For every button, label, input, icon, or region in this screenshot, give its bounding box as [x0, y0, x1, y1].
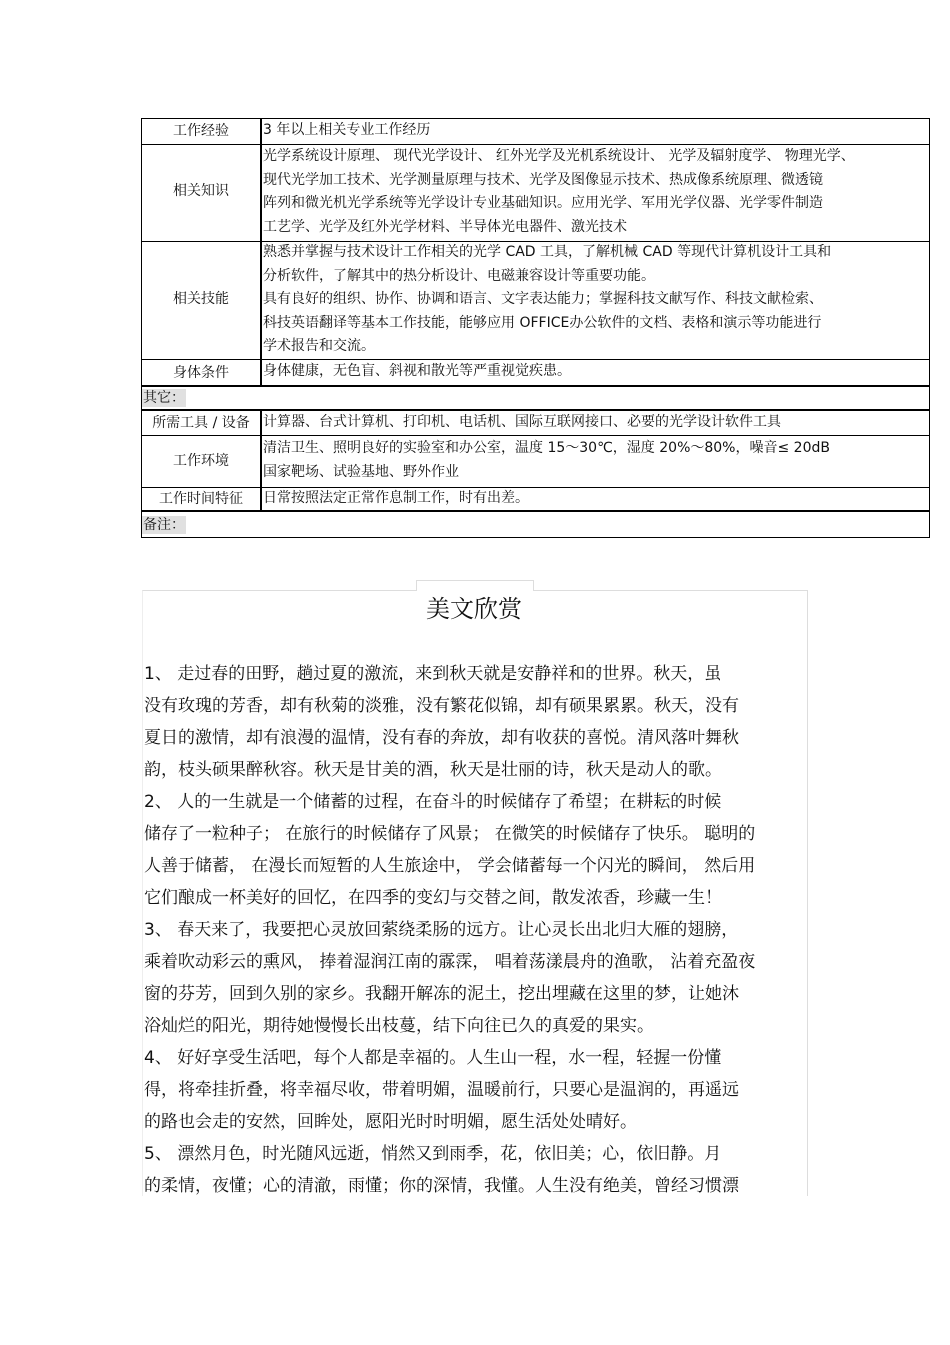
essay-line: 2、 人的一生就是一个储蓄的过程，在奋斗的时候储存了希望；在耕耘的时候 [144, 792, 722, 812]
text-line: 现代光学加工技术、光学测量原理与技术、光学及图像显示技术、热成像系统原理、微透镜 [263, 171, 823, 188]
text-line: 国家靶场、试验基地、野外作业 [263, 463, 459, 480]
row-value-experience [263, 119, 430, 143]
row-label-work-time: 工作时间特征 [159, 491, 243, 507]
row-label-experience: 工作经验 [173, 123, 229, 139]
essay-title: 美文欣赏 [426, 595, 522, 623]
essay-line: 窗的芬芳，回到久别的家乡。我翻开解冻的泥土，挖出埋藏在这里的梦，让她沐 [144, 984, 739, 1004]
text-line: 科技英语翻译等基本工作技能，能够应用 OFFICE办公软件的文档、表格和演示等功能进行 [263, 314, 822, 331]
essay-line: 乘着吹动彩云的熏风， 捧着湿润江南的霡霂， 唱着荡漾晨舟的渔歌， 沾着充盈夜 [144, 952, 756, 972]
text-line: 身体健康，无色盲、斜视和散光等严重视觉疾患。 [263, 363, 571, 379]
table-divider [142, 510, 929, 512]
row-label-tools: 所需工具 / 设备 [152, 415, 250, 431]
row-value-skills [263, 241, 831, 359]
essay-line: 5、 漂然月色，时光随风远逝，悄然又到雨季，花，依旧美；心，依旧静。月 [144, 1144, 722, 1164]
text-line: 学术报告和交流。 [263, 338, 375, 354]
text-line: 具有良好的组织、协作、协调和语言、文字表达能力；掌握科技文献写作、科技文献检索、 [263, 291, 823, 307]
table-column-divider [260, 409, 262, 510]
essay-line: 没有玫瑰的芳香，却有秋菊的淡雅，没有繁花似锦，却有硕果累累。秋天，没有 [144, 696, 739, 716]
row-value-environment [263, 437, 830, 484]
text-line: 日常按照法定正常作息制工作，时有出差。 [263, 490, 529, 506]
row-value-physical [263, 360, 571, 384]
essay-title-tab [416, 580, 534, 591]
row-label-environment: 工作环境 [173, 453, 229, 469]
essay-line: 韵，枝头硕果醉秋容。秋天是甘美的酒，秋天是壮丽的诗，秋天是动人的歌。 [144, 760, 722, 780]
remark-label: 备注： [143, 517, 185, 533]
text-line: 光学系统设计原理、 现代光学设计、 红外光学及光机系统设计、 光学及辐射度学、 物理光学、 [263, 148, 855, 164]
row-label-knowledge: 相关知识 [173, 183, 229, 199]
text-line: 工艺学、光学及红外光学材料、半导体光电器件、激光技术 [263, 218, 627, 235]
text-line: 阵列和微光机光学系统等光学设计专业基础知识。应用光学、军用光学仪器、光学零件制造 [263, 195, 823, 211]
essay-line: 4、 好好享受生活吧，每个人都是幸福的。人生山一程，水一程，轻握一份懂 [144, 1048, 722, 1068]
essay-line: 它们酿成一杯美好的回忆，在四季的变幻与交替之间，散发浓香，珍藏一生！ [144, 888, 722, 908]
job-spec-table [141, 118, 930, 538]
row-value-work-time [263, 487, 529, 511]
row-label-skills: 相关技能 [173, 291, 229, 307]
table-column-divider [260, 119, 262, 385]
essay-line: 浴灿烂的阳光，期待她慢慢长出枝蔓，结下向往已久的真爱的果实。 [144, 1016, 654, 1036]
row-value-knowledge [263, 145, 855, 239]
essay-line: 得，将牵挂折叠，将幸福尽收，带着明媚，温暖前行，只要心是温润的，再遥远 [144, 1080, 739, 1100]
text-line: 3 年以上相关专业工作经历 [263, 122, 431, 138]
row-value-tools [263, 411, 781, 435]
essay-line: 1、 走过春的田野，趟过夏的激流，来到秋天就是安静祥和的世界。秋天，虽 [144, 664, 722, 684]
essay-line: 的柔情，夜懂；心的清澈，雨懂；你的深情，我懂。人生没有绝美，曾经习惯漂 [144, 1176, 739, 1196]
text-line: 熟悉并掌握与技术设计工作相关的光学 CAD 工具，了解机械 CAD 等现代计算机设计工具和 [263, 244, 832, 260]
essay-line: 3、 春天来了，我要把心灵放回萦绕柔肠的远方。让心灵长出北归大雁的翅膀， [144, 920, 739, 940]
essay-line: 人善于储蓄， 在漫长而短暂的人生旅途中， 学会储蓄每一个闪光的瞬间， 然后用 [144, 856, 756, 876]
table-divider [142, 385, 929, 387]
essay-line: 夏日的激情，却有浪漫的温情，没有春的奔放，却有收获的喜悦。清风落叶舞秋 [144, 728, 739, 748]
text-line: 清洁卫生、照明良好的实验室和办公室，温度 15～30℃，湿度 20%～80%，噪音≤ 20dB [263, 440, 830, 456]
essay-line: 的路也会走的安然，回眸处，愿阳光时时明媚，愿生活处处晴好。 [144, 1112, 637, 1132]
essay-line: 储存了一粒种子； 在旅行的时候储存了风景； 在微笑的时候储存了快乐。 聪明的 [144, 824, 756, 844]
other-label: 其它： [143, 390, 185, 406]
text-line: 分析软件，了解其中的热分析设计、电磁兼容设计等重要功能。 [263, 267, 655, 284]
row-label-physical: 身体条件 [173, 365, 229, 381]
text-line: 计算器、台式计算机、打印机、电话机、国际互联网接口、必要的光学设计软件工具 [263, 414, 781, 430]
